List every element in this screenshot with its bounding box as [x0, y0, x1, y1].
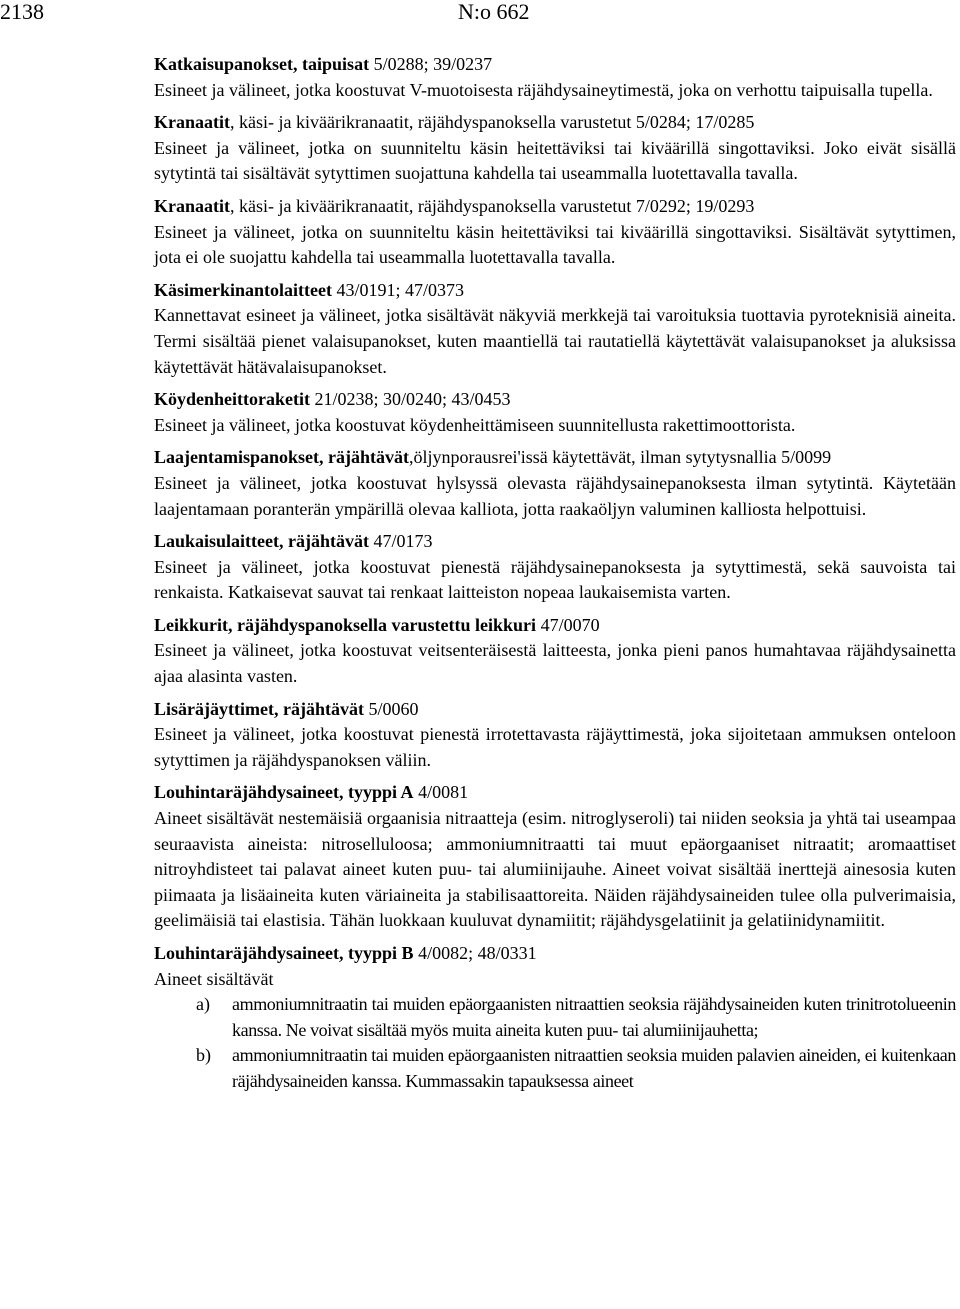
entry-kranaatit-2 — [154, 194, 956, 271]
entry-description: Esineet ja välineet, jotka koostuvat hylsyssä olevasta räjähdysainepanoksesta ilman sytytintä. Käytetään laajentamaan poranterän ympärillä olevaa kalliota, jotta raakaöljyn valuminen kalliosta helpottuisi. — [154, 472, 956, 519]
entry-name: Kranaatit — [154, 195, 230, 216]
entry-name: Kranaatit — [154, 112, 230, 133]
entry-title — [154, 387, 956, 413]
entry-codes: ,öljynporausrei'issä käytettävät, ilman sytytysnallia 5/0099 — [409, 447, 832, 468]
entry-laajentamispanokset — [154, 445, 956, 522]
entry-codes: , käsi- ja kiväärikranaatit, räjähdyspanoksella varustetut 5/0284; 17/0285 — [230, 112, 755, 133]
entry-louhintarajahdysaineet-b — [154, 941, 956, 1095]
document-content — [154, 52, 956, 1102]
document-number: N:o 662 — [458, 0, 530, 24]
entry-title — [154, 697, 956, 723]
entry-lisarajayttimet — [154, 697, 956, 774]
entry-codes: 4/0081 — [413, 782, 469, 803]
entry-name: Laajentamispanokset, räjähtävät — [154, 447, 409, 468]
entry-description: Aineet sisältävät nestemäisiä orgaanisia nitraatteja (esim. nitroglyseroli) tai niiden seoksia ja yhtä tai useampaa seuraavista aineista: nitroselluloosa; ammoniumnitraatti tai muut epäorgaaniset nitraatit; aromaattiset nitroyhdisteet tai palavat aineet kuten puu- tai alumiinijauhe. Aineet voivat sisältää inerttejä ainesosia kuten piimaata ja lisäaineita kuten väriaineita ja stabilisaattoreita. Näiden räjähdysaineiden tulee olla pulverimaisia, geelimäisiä tai elastisia. Tähän luokkaan kuuluvat dynamiitit; räjähdysgelatiinit ja gelatiinidynamiitit. — [154, 808, 956, 931]
entry-description: Esineet ja välineet, jotka on suunniteltu käsin heitettäviksi tai kiväärillä singottaviksi. Joko eivät sisällä sytytintä tai sisältävät sytyttimen suojattuna kahdella tai useammalla luotettavalla tavalla. — [154, 137, 956, 184]
list-item-a — [154, 992, 956, 1043]
entry-katkaisupanokset — [154, 52, 956, 103]
list-item-text: ammoniumnitraatin tai muiden epäorgaanisten nitraattien seoksia räjähdysaineiden kuten trinitrotolueenin kanssa. Ne voivat sisältää myös muita aineita kuten puu- tai alumiinijauhetta; — [232, 994, 956, 1040]
entry-title — [154, 194, 956, 220]
entry-description: Esineet ja välineet, jotka koostuvat V-muotoisesta räjähdysaineytimestä, joka on verhottu taipuisalla tupella. — [154, 79, 933, 100]
entry-codes: 5/0288; 39/0237 — [369, 54, 493, 74]
entry-title — [154, 445, 956, 471]
entry-codes: , käsi- ja kiväärikranaatit, räjähdyspanoksella varustetut 7/0292; 19/0293 — [230, 195, 755, 216]
entry-description: Esineet ja välineet, jotka on suunniteltu käsin heitettäviksi tai kiväärillä singottaviksi. Sisältävät sytyttimen, jota ei ole suojattu kahdella tai useammalla luotettavalla tavalla. — [154, 221, 956, 268]
entry-codes: 5/0060 — [363, 698, 419, 719]
entry-name: Leikkurit, räjähdyspanoksella varustettu leikkuri — [154, 614, 537, 635]
list-item-b — [154, 1043, 956, 1094]
entry-title — [154, 52, 956, 78]
entry-codes: 47/0070 — [536, 614, 600, 635]
entry-list — [154, 992, 956, 1094]
entry-kranaatit-1 — [154, 110, 956, 187]
entry-title — [154, 613, 956, 639]
entry-laukaisulaitteet — [154, 529, 956, 606]
entry-name: Lisäräjäyttimet, räjähtävät — [154, 698, 364, 719]
entry-title — [154, 780, 956, 806]
entry-description: Esineet ja välineet, jotka koostuvat köydenheittämiseen suunnitellusta rakettimoottorista. — [154, 414, 796, 435]
entry-description: Esineet ja välineet, jotka koostuvat pienestä räjähdysainepanoksesta ja sytyttimestä, sekä sauvoista tai renkaista. Katkaisevat sauvat tai renkaat laitteiston nopeaa laukaisemista varten. — [154, 556, 956, 603]
entry-kasimerkinantolaitteet — [154, 278, 956, 380]
entry-codes: 43/0191; 47/0373 — [331, 279, 464, 300]
entry-description: Esineet ja välineet, jotka koostuvat pienestä irrotettavasta räjäyttimestä, joka sijoitetaan ammuksen onteloon sytyttimen ja räjähdyspanoksen väliin. — [154, 724, 956, 770]
entry-title — [154, 110, 956, 136]
entry-name: Louhintaräjähdysaineet, tyyppi B — [154, 943, 414, 963]
list-marker: a) — [196, 994, 210, 1015]
entry-title — [154, 529, 956, 555]
entry-name: Laukaisulaitteet, räjähtävät — [154, 531, 369, 552]
entry-name: Louhintaräjähdysaineet, tyyppi A — [154, 782, 414, 803]
entry-description: Kannettavat esineet ja välineet, jotka sisältävät näkyviä merkkejä tai varoituksia tuottavia pyroteknisiä aineita. Termi sisältää pienet valaisupanokset, kuten maantiellä tai rautatiellä käytettävät valaisupanokset ja aluksissa käytettävät hätävalaisupanokset. — [154, 305, 956, 377]
page-header — [0, 0, 960, 30]
entry-intro: Aineet sisältävät — [154, 968, 274, 989]
entry-title — [154, 941, 956, 967]
entry-leikkurit — [154, 613, 956, 690]
list-item-text: ammoniumnitraatin tai muiden epäorgaanisten nitraattien seoksia muiden palavien aineiden, ei kuitenkaan räjähdysaineiden kanssa. Kummassakin tapauksessa aineet — [232, 1045, 956, 1091]
entry-codes: 47/0173 — [369, 531, 433, 552]
entry-name: Käsimerkinantolaitteet — [154, 279, 332, 300]
entry-koydenheittoraketit — [154, 387, 956, 438]
entry-description: Esineet ja välineet, jotka koostuvat veitsenteräisestä laitteesta, jonka pieni panos humahtavaa räjähdysainetta ajaa alasinta vasten. — [154, 640, 956, 687]
entry-louhintarajahdysaineet-a — [154, 780, 956, 934]
entry-title — [154, 278, 956, 304]
entry-codes: 4/0082; 48/0331 — [413, 943, 537, 963]
entry-name: Katkaisupanokset, taipuisat — [154, 54, 370, 74]
entry-name: Köydenheittoraketit — [154, 389, 310, 410]
page-number: 2138 — [0, 0, 44, 24]
entry-codes: 21/0238; 30/0240; 43/0453 — [309, 389, 511, 410]
list-marker: b) — [196, 1045, 211, 1066]
